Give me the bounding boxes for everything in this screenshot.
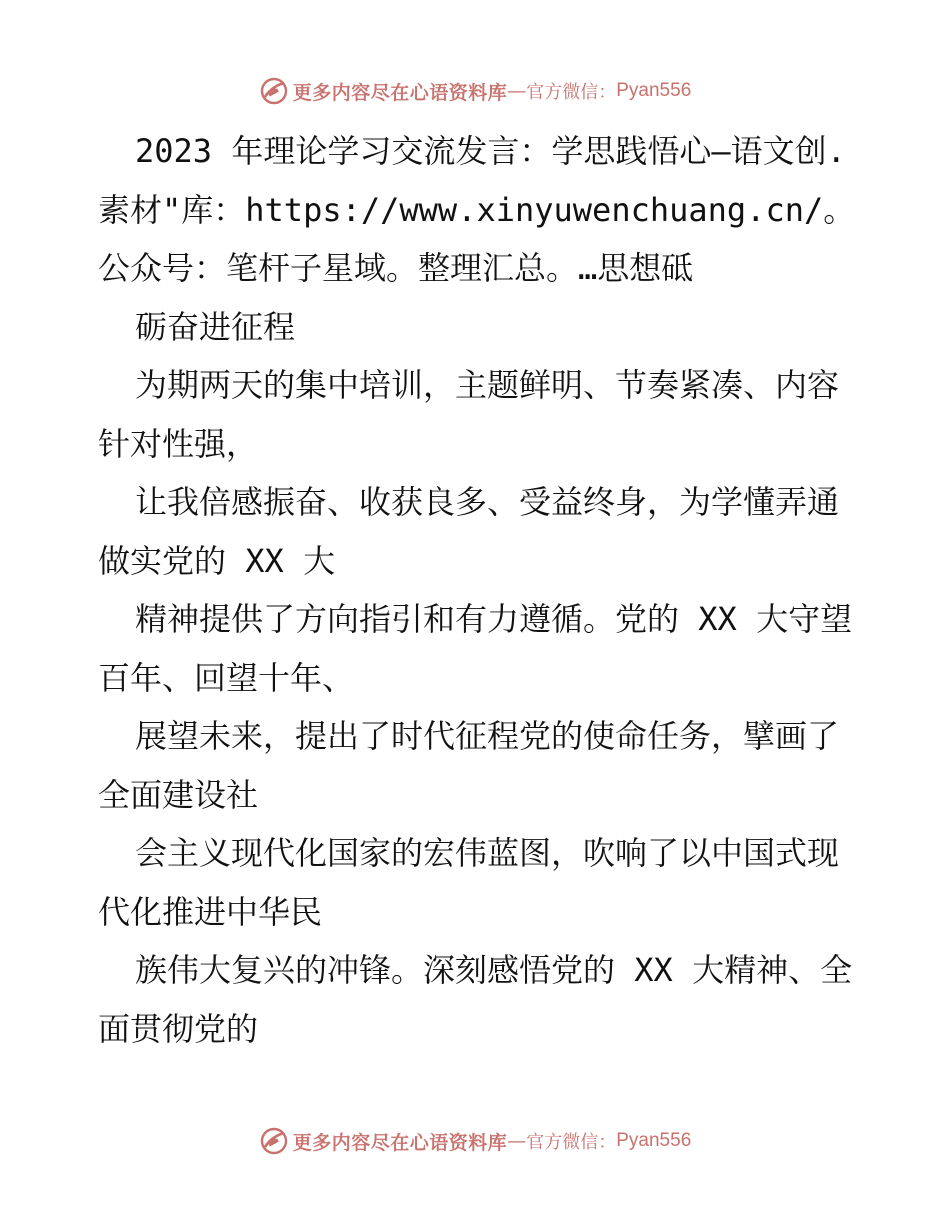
paragraph: 精神提供了方向指引和有力遵循。党的 XX 大守望百年、回望十年、	[98, 600, 853, 697]
banner-separator: —	[507, 1130, 527, 1152]
banner-main-text: 更多内容尽在心语资料库	[292, 81, 508, 104]
red-seal-logo-icon	[259, 1126, 289, 1156]
paragraph: 2023 年理论学习交流发言：学思践悟心—语文创.素材"库：https://www.xinyuwenchuang.cn/。公众号：笔杆子星域。整理汇总。…思想砥	[98, 132, 856, 287]
document-body	[98, 122, 858, 1058]
page-footer-banner	[0, 1124, 950, 1158]
banner-main-text: 更多内容尽在心语资料库	[292, 1131, 508, 1154]
paragraph: 为期两天的集中培训，主题鲜明、节奏紧凑、内容针对性强，	[98, 366, 840, 463]
paragraph: 展望未来，提出了时代征程党的使命任务，擘画了全面建设社	[98, 717, 840, 814]
banner-wechat-id: Pyan556	[616, 80, 692, 101]
banner-wechat-label: 官方微信：	[526, 1132, 617, 1153]
banner-separator: —	[507, 80, 527, 102]
paragraph: 族伟大复兴的冲锋。深刻感悟党的 XX 大精神、全面贯彻党的	[98, 951, 853, 1048]
banner-wechat-label: 官方微信：	[526, 82, 617, 103]
page-header-banner	[0, 74, 950, 108]
paragraph: 会主义现代化国家的宏伟蓝图，吹响了以中国式现代化推进中华民	[98, 834, 840, 931]
paragraph: 砺奋进征程	[135, 307, 296, 346]
red-seal-logo-icon	[259, 76, 289, 106]
banner-wechat-id: Pyan556	[616, 1130, 692, 1151]
paragraph: 让我倍感振奋、收获良多、受益终身，为学懂弄通做实党的 XX 大	[98, 483, 840, 580]
